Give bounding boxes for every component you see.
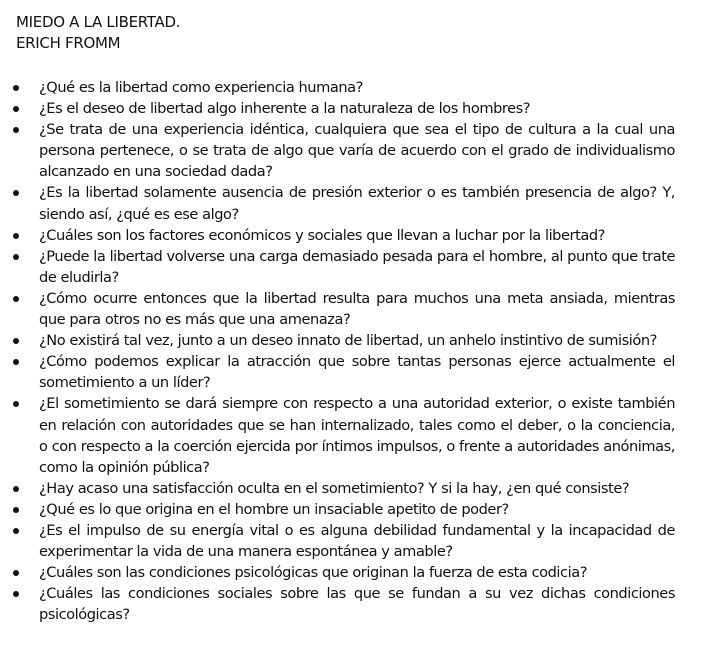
bullet-icon bbox=[13, 254, 19, 260]
question-text: ¿Qué es lo que origina en el hombre un insaciable apetito de poder? bbox=[39, 500, 509, 518]
question-text: ¿Cuáles las condiciones sociales sobre las que se fundan a su vez dichas condiciones psicológicas? bbox=[39, 585, 675, 624]
bullet-icon bbox=[13, 338, 19, 344]
question-text: ¿Hay acaso una satisfacción oculta en el sometimiento? Y si la hay, ¿en qué consiste? bbox=[39, 479, 630, 497]
bullet-icon bbox=[13, 296, 19, 302]
question-text: ¿Puede la libertad volverse una carga demasiado pesada para el hombre, al punto que trate de eludirla? bbox=[39, 247, 675, 286]
bullet-icon bbox=[13, 570, 19, 576]
question-list bbox=[0, 77, 706, 625]
bullet-icon bbox=[13, 127, 19, 133]
bullet-icon bbox=[13, 233, 19, 239]
list-item bbox=[0, 393, 675, 477]
bullet-icon bbox=[13, 106, 19, 112]
list-item bbox=[0, 182, 675, 224]
list-item bbox=[0, 288, 675, 330]
bullet-icon bbox=[13, 507, 19, 513]
list-item bbox=[0, 77, 675, 98]
list-item bbox=[0, 246, 675, 288]
bullet-icon bbox=[13, 528, 19, 534]
document-author: ERICH FROMM bbox=[16, 34, 121, 52]
list-item bbox=[0, 478, 675, 499]
question-text: ¿Es el deseo de libertad algo inherente a la naturaleza de los hombres? bbox=[39, 100, 531, 118]
list-item bbox=[0, 225, 675, 246]
bullet-icon bbox=[13, 401, 19, 407]
list-item bbox=[0, 520, 675, 562]
document-title: MIEDO A LA LIBERTAD. bbox=[16, 13, 181, 31]
bullet-icon bbox=[13, 190, 19, 196]
list-item bbox=[0, 351, 675, 393]
question-text: ¿Se trata de una experiencia idéntica, cualquiera que sea el tipo de cultura a la cual una persona pertenece, o se trata de algo que varía de acuerdo con el grado de individualismo alcanzado en una sociedad dada? bbox=[39, 121, 675, 181]
list-item bbox=[0, 98, 675, 119]
question-text: ¿El sometimiento se dará siempre con respecto a una autoridad exterior, o existe también en relación con autoridades que se han internalizado, tales como el deber, o la conciencia, o con respecto a la coerción ejercida por íntimos impulsos, o frente a autoridades anónimas, como la opinión pública? bbox=[39, 395, 675, 476]
list-item bbox=[0, 583, 675, 625]
question-text: ¿Cuáles son las condiciones psicológicas que originan la fuerza de esta codicia? bbox=[39, 564, 588, 582]
bullet-icon bbox=[13, 359, 19, 365]
document-header bbox=[16, 12, 180, 54]
question-text: ¿Es el impulso de su energía vital o es alguna debilidad fundamental y la incapacidad de experimentar la vida de una manera espontánea y amable? bbox=[39, 521, 675, 561]
list-item bbox=[0, 119, 675, 182]
question-text: ¿Qué es la libertad como experiencia humana? bbox=[39, 79, 363, 96]
list-item bbox=[0, 562, 675, 583]
question-text: ¿Cuáles son los factores económicos y sociales que llevan a luchar por la libertad? bbox=[39, 226, 605, 244]
question-text: ¿Es la libertad solamente ausencia de presión exterior o es también presencia de algo? Y, siendo así, ¿qué es ese algo? bbox=[39, 184, 675, 223]
list-item bbox=[0, 330, 675, 351]
question-text: ¿Cómo ocurre entonces que la libertad resulta para muchos una meta ansiada, mientras que para otros no es más que una amenaza? bbox=[39, 289, 675, 329]
bullet-icon bbox=[13, 85, 19, 91]
bullet-icon bbox=[13, 591, 19, 597]
bullet-icon bbox=[13, 486, 19, 492]
question-text: ¿Cómo podemos explicar la atracción que sobre tantas personas ejerce actualmente el sometimiento a un líder? bbox=[39, 353, 675, 392]
question-text: ¿No existirá tal vez, junto a un deseo innato de libertad, un anhelo instintivo de sumisión? bbox=[39, 332, 657, 350]
list-item bbox=[0, 499, 675, 520]
